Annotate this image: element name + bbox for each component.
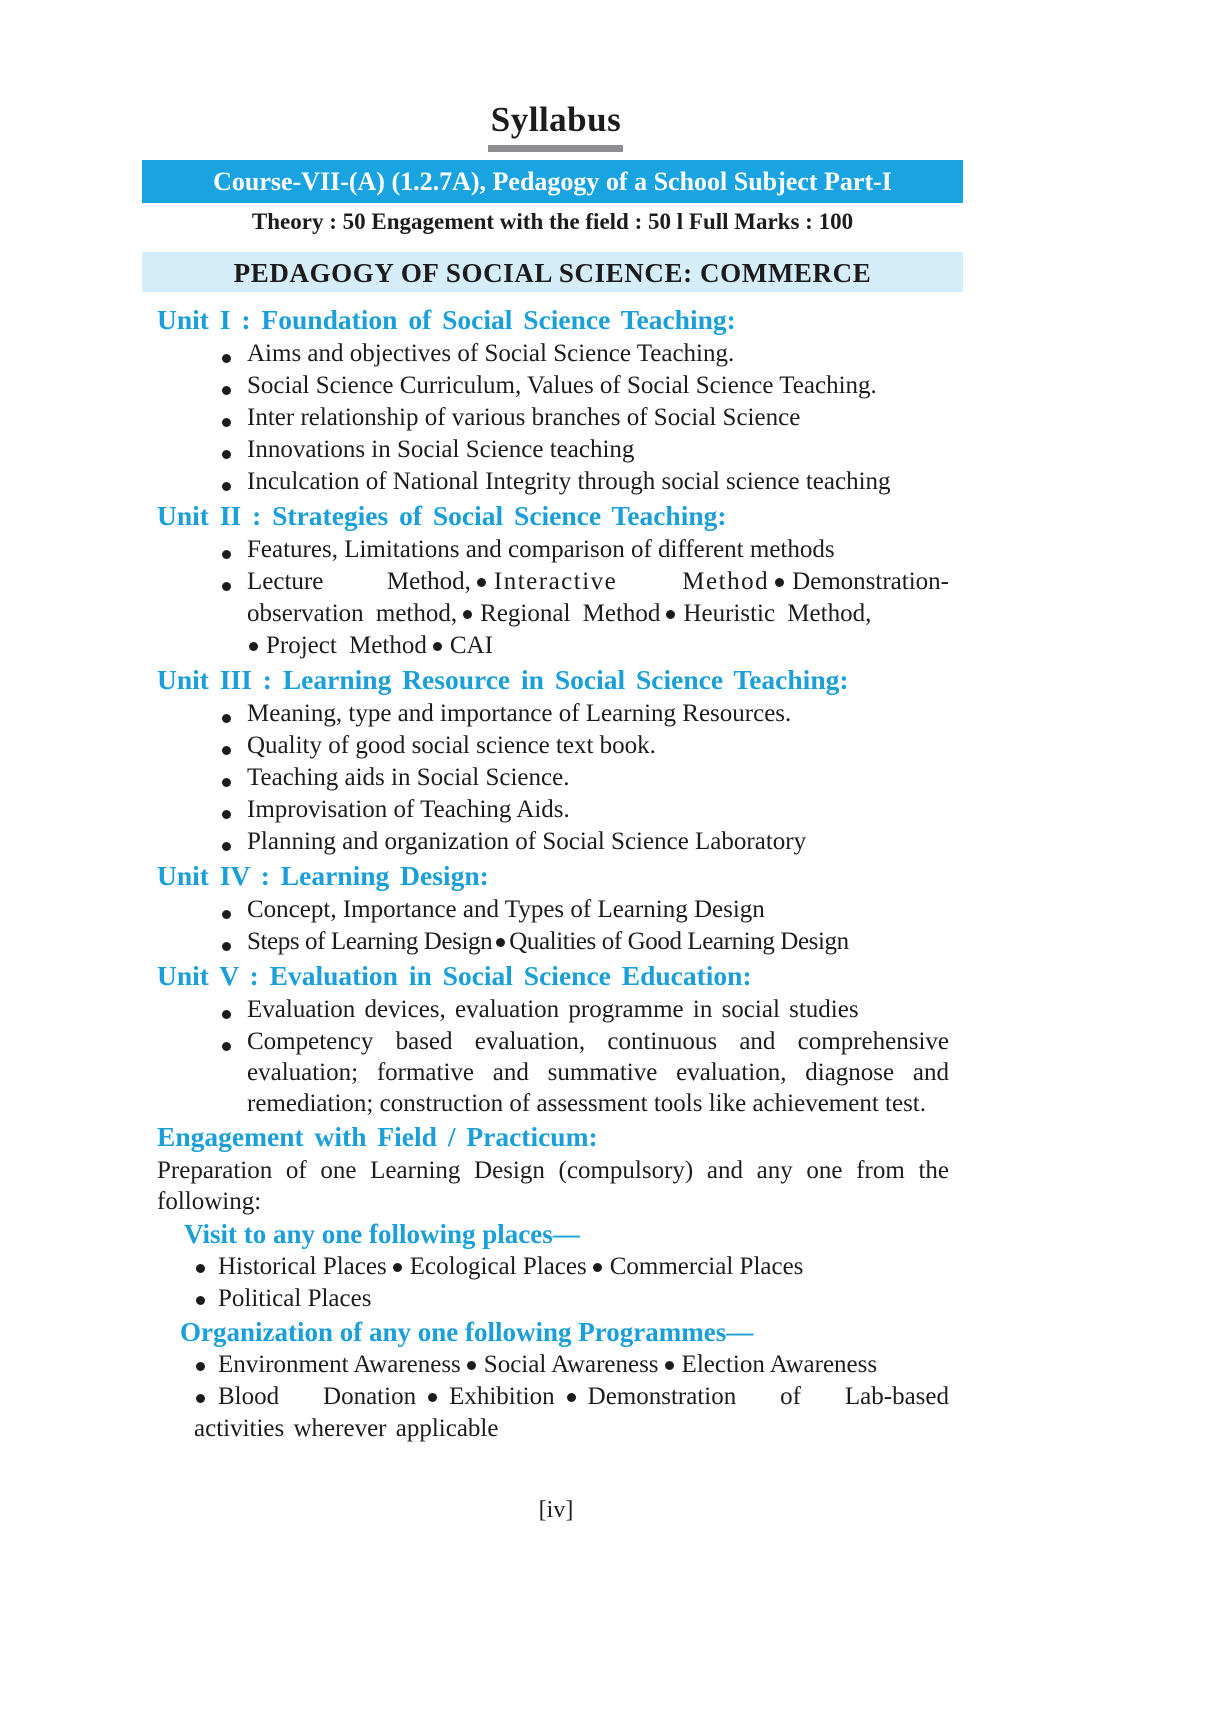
practicum-intro: Preparation of one Learning Design (compulsory) and any one from the following:	[157, 1157, 949, 1215]
places-line	[194, 1251, 949, 1283]
programme-environment: Environment Awareness	[218, 1351, 461, 1378]
bullet-icon	[393, 1263, 402, 1272]
bullet-icon	[196, 1394, 205, 1403]
unit-heading: Unit II : Strategies of Social Science Teaching:	[157, 500, 727, 531]
place-historical: Historical Places	[218, 1253, 387, 1280]
list-item-methods	[220, 566, 949, 662]
method-heuristic: Heuristic Method,	[683, 600, 872, 627]
design-steps: Steps of Learning Design	[247, 928, 493, 955]
unit-heading: Unit V : Evaluation in Social Science Education:	[157, 960, 752, 991]
marks-distribution: Theory : 50 Engagement with the field : 50 l Full Marks : 100	[251, 209, 854, 234]
place-commercial: Commercial Places	[609, 1253, 804, 1280]
list-item: Planning and organization of Social Science Laboratory	[220, 826, 949, 858]
list-item: Features, Limitations and comparison of different methods	[220, 534, 949, 566]
bullet-icon	[775, 578, 784, 587]
bullet-icon	[665, 1361, 674, 1370]
bullet-icon	[496, 938, 505, 947]
unit-5	[157, 958, 949, 1119]
unit-heading: Unit I : Foundation of Social Science Teaching:	[157, 304, 736, 335]
programmes-continuation: activities wherever applicable	[194, 1415, 499, 1442]
unit-heading: Unit IV : Learning Design:	[157, 860, 489, 891]
list-item: Innovations in Social Science teaching	[220, 434, 949, 466]
list-item: Inculcation of National Integrity through social science teaching	[220, 466, 949, 498]
practicum-heading: Engagement with Field / Practicum:	[157, 1121, 598, 1152]
practicum	[157, 1119, 949, 1445]
unit-items	[157, 698, 949, 858]
programme-election: Election Awareness	[681, 1351, 878, 1378]
method-demonstration: Demonstration-observation method,	[247, 568, 949, 627]
list-item: Quality of good social science text book.	[220, 730, 949, 762]
list-item: Concept, Importance and Types of Learning Design	[220, 894, 949, 926]
visit-heading: Visit to any one following places—	[184, 1219, 580, 1249]
page-title: Syllabus	[490, 100, 622, 139]
list-item: Inter relationship of various branches of Social Science	[220, 402, 949, 434]
list-item: Aims and objectives of Social Science Teaching.	[220, 338, 949, 370]
bullet-icon	[567, 1393, 576, 1402]
organization-heading: Organization of any one following Programmes—	[180, 1317, 754, 1347]
programme-demonstration: Demonstration of Lab-based	[587, 1383, 949, 1410]
unit-3	[157, 662, 949, 858]
bullet-icon	[666, 610, 675, 619]
unit-items	[157, 534, 949, 662]
unit-heading: Unit III : Learning Resource in Social Science Teaching:	[157, 664, 849, 695]
list-item: Improvisation of Teaching Aids.	[220, 794, 949, 826]
places-line	[194, 1283, 949, 1315]
design-qualities: Qualities of Good Learning Design	[509, 928, 849, 955]
page-number: [iv]	[538, 1497, 574, 1523]
method-regional: Regional Method	[480, 600, 661, 627]
list-item: Social Science Curriculum, Values of Social Science Teaching.	[220, 370, 949, 402]
method-project: Project Method	[266, 632, 427, 659]
bullet-icon	[463, 610, 472, 619]
method-interactive: Interactive Method	[493, 568, 770, 595]
bullet-icon	[196, 1296, 205, 1305]
bullet-icon	[593, 1263, 602, 1272]
syllabus-content	[157, 302, 949, 1445]
bullet-icon	[467, 1361, 476, 1370]
course-banner: Course-VII-(A) (1.2.7A), Pedagogy of a School Subject Part-I	[142, 160, 963, 203]
bullet-icon	[196, 1362, 205, 1371]
visit-places	[157, 1251, 949, 1315]
list-item: Teaching aids in Social Science.	[220, 762, 949, 794]
unit-items	[157, 994, 949, 1119]
place-ecological: Ecological Places	[409, 1253, 587, 1280]
list-item: Competency based evaluation, continuous and comprehensive evaluation; formative and summative evaluation, diagnose and remediation; construction of assessment tools like achievement test.	[220, 1026, 949, 1119]
bullet-icon	[249, 642, 258, 651]
programme-exhibition: Exhibition	[449, 1383, 555, 1410]
unit-4	[157, 858, 949, 958]
unit-2	[157, 498, 949, 662]
subject-banner: PEDAGOGY OF SOCIAL SCIENCE: COMMERCE	[142, 252, 963, 292]
place-political: Political Places	[218, 1285, 372, 1312]
method-lecture: Lecture Method,	[247, 568, 471, 595]
programmes-line	[194, 1381, 949, 1413]
title-underline	[488, 145, 623, 152]
programmes-line	[194, 1349, 949, 1381]
bullet-icon	[433, 642, 442, 651]
bullet-icon	[196, 1264, 205, 1273]
bullet-icon	[477, 578, 486, 587]
bullet-icon	[428, 1393, 437, 1402]
organization-programmes	[157, 1349, 949, 1445]
list-item: Meaning, type and importance of Learning Resources.	[220, 698, 949, 730]
method-cai: CAI	[449, 632, 493, 659]
unit-1	[157, 302, 949, 498]
unit-items	[157, 894, 949, 958]
programme-social: Social Awareness	[483, 1351, 659, 1378]
list-item-inline	[220, 926, 949, 958]
list-item: Evaluation devices, evaluation programme in social studies	[220, 994, 949, 1026]
programme-blood-donation: Blood Donation	[218, 1383, 417, 1410]
unit-items	[157, 338, 949, 498]
